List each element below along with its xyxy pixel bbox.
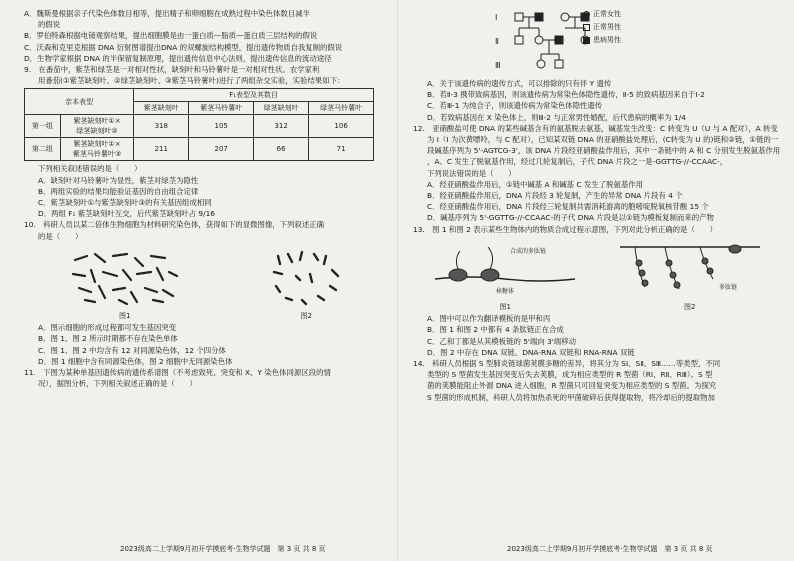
q10-stem-2: 的是（ ） <box>38 231 83 241</box>
figure-1-caption: 图1 <box>119 312 131 321</box>
table-f1-type: 绿茎马铃薯叶 <box>309 102 374 115</box>
square-icon <box>583 24 590 31</box>
translation-diagram-icon <box>430 239 580 299</box>
filled-square-icon <box>583 37 590 44</box>
chromosome-figures <box>24 246 387 322</box>
table-header-parent: 亲本表型 <box>25 89 134 115</box>
q12-option-a: A．经亚硝酸盐作用后，①链中碱基 A 和碱基 C 发生了脱氨基作用 <box>427 179 644 189</box>
question-11 <box>24 367 387 389</box>
table-group: 第二组 <box>25 138 61 161</box>
question-14 <box>413 358 782 403</box>
figure-2 <box>266 246 346 322</box>
table-f1-type: 紫茎缺刻叶 <box>134 102 189 115</box>
q9-prompt: 下列相关叙述错误的是（ ） <box>38 164 142 174</box>
chromosome-spread-1-icon <box>65 246 185 308</box>
gen-label: Ⅰ <box>495 13 498 22</box>
q10-stem-1: 10. 科研人员以某二倍体生物细胞为材料研究染色体，获得如下的显微图像，下列叙述正确 <box>24 220 324 230</box>
figure-1 <box>65 246 185 322</box>
table-cell: 71 <box>309 138 374 161</box>
q11-option-d: D．若致病基因在 X 染色体上，则Ⅲ-2 与正常男性婚配，后代患病的概率为 1/4 <box>427 112 686 122</box>
q10-option-a: A．图示细胞的形成过程都可发生基因突变 <box>38 323 177 333</box>
table-row <box>25 115 374 138</box>
gen-label: Ⅱ <box>495 37 499 46</box>
q13-option-c: C．乙和丁都是从其模板链的 5'端向 3'端移动 <box>427 336 576 346</box>
label-polypeptide: 多肽链 <box>718 283 737 291</box>
table-cell: 66 <box>254 138 309 161</box>
table-f1-type: 绿茎缺刻叶 <box>254 102 309 115</box>
q11-stem-2: 况），据图分析，下列相关叙述正确的是（ ） <box>38 379 197 389</box>
q11-options <box>413 78 782 123</box>
q9-stem-2: 用番茄(①紫茎缺刻叶、②绿茎缺刻叶、③紫茎马铃薯叶)进行了两组杂交实验，实验结果如下： <box>38 76 345 86</box>
q10-option-b: B．图 1、图 2 所示时期都不存在染色单体 <box>38 334 178 344</box>
q12-option-c: C．经亚硝酸盐作用后，DNA 片段经三轮复制共需消耗游离的胞嘧啶脱氧核苷酸 15 个 <box>427 202 709 212</box>
q13-option-b: B．图 1 和图 2 中都有 4 条肽链正在合成 <box>427 325 564 335</box>
q14-stem-3: 菌的荚膜能阻止外源 DNA 进入细胞，R 型菌只可回复突变为相应类型的 S 型菌。为探究 <box>427 381 717 391</box>
table-cell: 207 <box>189 138 254 161</box>
label-ribosome: 核糖体 <box>496 287 515 295</box>
table-f1-type: 紫茎马铃薯叶 <box>189 102 254 115</box>
q9-option-d: D．两组 F₁ 紫茎缺刻叶互交，后代紫茎缺刻叶占 9/16 <box>38 209 215 219</box>
legend-label: 患病男性 <box>593 36 621 44</box>
figure-2-caption: 图2 <box>300 312 312 321</box>
q12-stem-5: 下列说法错误的是（ ） <box>427 168 516 178</box>
right-footer: 2023级高二上学期9月初开学摸底考·生物学试题 第 3 页 共 8 页 <box>507 544 713 553</box>
q9-stem-1: 9. 在番茄中，紫茎和绿茎是一对相对性状，缺刻叶和马铃薯叶是一对相对性状。农学家利 <box>24 65 320 75</box>
q8-options <box>24 8 387 64</box>
q11-option-a: A．关于该遗传病的遗传方式，可以排除的只有伴 Y 遗传 <box>427 79 612 88</box>
q14-stem-2: 类型的 S 型菌发生基因突变后失去荚膜，成为相应类型的 R 型菌（RⅠ、RⅡ、RⅢ）。S 型 <box>427 370 713 380</box>
left-footer: 2023级高二上学期9月初开学摸底考·生物学试题 第 3 页 共 8 页 <box>120 544 326 553</box>
question-12 <box>413 123 782 224</box>
q13-stem: 13. 图 1 和图 2 表示某些生物体内的物质合成过程示意图，下列对此分析正确的是（ ） <box>413 224 718 234</box>
legend-label: 正常女性 <box>593 10 621 18</box>
synthesis-figures <box>413 239 782 313</box>
question-9 <box>24 64 387 219</box>
legend-label: 正常男性 <box>593 23 621 31</box>
q9-option-c: C．紫茎缺刻叶①与紫茎缺刻叶③的有关基因组成相同 <box>38 198 212 208</box>
experiment-table <box>24 88 374 161</box>
q11-option-b: B．若Ⅱ-3 携带致病基因，则该遗传病为常染色体隐性遗传，Ⅱ-5 的致病基因来自于Ⅰ-2 <box>427 90 705 100</box>
q12-option-d: D．碱基序列为 5'-GGTTG-//-CCAAC-的子代 DNA 片段是以①链为模板复制而来的产物 <box>427 213 714 223</box>
transcription-translation-diagram-icon <box>615 239 765 299</box>
table-cross <box>60 138 133 161</box>
table-row <box>25 138 374 161</box>
table-cross-line: 紫茎缺刻叶①× <box>73 140 121 149</box>
q11-option-c: C．若Ⅲ-1 为纯合子，则该遗传病为常染色体隐性遗传 <box>427 101 603 111</box>
q9-option-a: A．缺刻叶对马铃薯叶为显性，紫茎对绿茎为隐性 <box>38 175 199 185</box>
table-cross-line: 紫茎马铃薯叶③ <box>72 150 122 159</box>
table-cell: 106 <box>309 115 374 138</box>
table-cell: 318 <box>134 115 189 138</box>
table-group: 第一组 <box>25 115 61 138</box>
pedigree-chart <box>413 8 782 78</box>
q13-option-d: D．图 2 中存在 DNA 双链、DNA-RNA 双链和 RNA-RNA 双链 <box>427 347 635 357</box>
q8-option-a-cont: 的假说 <box>38 20 61 30</box>
table-cross <box>60 115 133 138</box>
q9-option-b: B．两组实验的结果均能验证基因的自由组合定律 <box>38 186 199 196</box>
q14-stem-4: S 型菌的形成机制，科研人员将加热杀死的甲菌破碎后获得提取物，将冷却后的提取物加 <box>427 392 715 402</box>
right-page <box>397 0 794 561</box>
label-polypeptide: 合成的多肽链 <box>510 247 547 255</box>
table-cross-line: 绿茎缺刻叶② <box>76 127 118 136</box>
legend-item <box>583 34 621 47</box>
q12-stem-3: 段碱基序列为 5'-AGTCG-3'，该 DNA 片段经亚硝酸盐作用后，其中一条链中的 A 和 C 分别发生脱氨基作用 <box>427 146 781 156</box>
q8-option-c: C．沃森和克里克根据 DNA 衍射图谱提出DNA 的双螺旋结构模型，提出遗传物质自我复制的假说 <box>24 42 343 52</box>
q12-stem-1: 12. 亚硝酸盐可使 DNA 的某些碱基含有的氨基脱去氨基，碱基发生改变：C 转变为 U（U 与 A 配对），A 转变 <box>413 123 778 133</box>
gen-label: Ⅲ <box>495 61 501 70</box>
figure-1-caption: 图1 <box>499 303 511 312</box>
question-13 <box>413 224 782 358</box>
table-cell: 105 <box>189 115 254 138</box>
q8-option-b: B．罗伯特森根据电镜观察结果，提出细胞膜是由一蛋白质—脂质—蛋白质三层结构的假说 <box>24 31 318 41</box>
pedigree-diagram-icon <box>493 8 653 78</box>
figure-2-caption: 图2 <box>684 303 696 312</box>
table-cell: 312 <box>254 115 309 138</box>
q11-stem-1: 11. 下图为某种单基因遗传病的遗传系谱图（不考虑致死、突变和 X、Y 染色体同源区段的情 <box>24 368 331 378</box>
pedigree-legend <box>583 8 621 47</box>
q12-stem-4: ，A、C 发生了脱氨基作用，经过几轮复制后，子代 DNA 片段之一是-GGTTG-//-CCAAC-， <box>427 157 728 167</box>
circle-icon <box>583 11 590 18</box>
q10-option-c: C．图 1、图 2 中均含有 12 对同源染色体，12 个四分体 <box>38 345 226 355</box>
legend-item <box>583 8 621 21</box>
q12-stem-2: 为 I（I 为次黄嘌呤，与 C 配对），已知某双链 DNA 的亚硝酸盐处理后，(C转变为 U 的)链和②链，①链的一 <box>427 135 779 145</box>
q12-option-b: B．经亚硝酸盐作用后，DNA 片段经 3 轮复制，产生的异常 DNA 片段有 4 个 <box>427 191 683 201</box>
chromosome-spread-2-icon <box>266 246 346 308</box>
table-cross-line: 紫茎缺刻叶①× <box>73 117 121 126</box>
figure-1 <box>430 239 580 313</box>
q8-option-a: A．魏斯曼根据亲子代染色体数目相等，提出精子和卵细胞在成熟过程中染色体数目减半 <box>24 9 310 18</box>
question-10 <box>24 219 387 367</box>
table-cell: 211 <box>134 138 189 161</box>
q10-option-d: D．图 1 细胞中含有同源染色体，图 2 细胞中无同源染色体 <box>38 356 233 366</box>
q8-option-d: D．生物学家根据 DNA 的半保留复制原理，提出遗传信息中心法则，提出遗传信息的流动途径 <box>24 53 332 63</box>
table-header-f1: F₁表型及其数目 <box>134 89 374 102</box>
figure-2 <box>615 239 765 313</box>
q13-option-a: A．图中可以作为翻译模板的是甲和丙 <box>427 314 551 324</box>
legend-item <box>583 21 621 34</box>
q14-stem-1: 14. 科研人员根据 S 型肺炎链球菌荚膜多糖的差异，将其分为 SⅠ、SⅡ、SⅢ……等类型，不同 <box>413 359 721 369</box>
